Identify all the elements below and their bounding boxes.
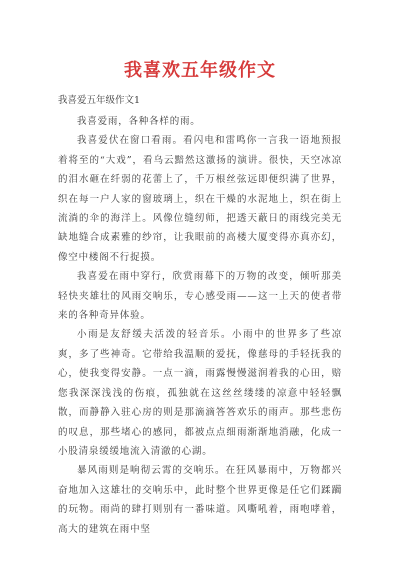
document-subtitle: 我喜爱五年级作文1 [58, 95, 141, 106]
document-title: 我喜欢五年级作文 [124, 60, 276, 81]
paragraph: 暴风雨则是响彻云霄的交响乐。在狂风暴雨中，万物都兴奋地加入这雄壮的交响乐中，此时整个世界更像是任它们蹂躏的玩物。雨尚的肆打则别有一番味道。风嘶吼着，雨咆哮着，高大的建筑在雨中坚 [58, 465, 342, 535]
paragraph: 我喜爱伏在窗口看雨。看闪电和雷鸣你一言我一语地预报着将至的“大戏”，看乌云黯然这激扬的演讲。很快，天空冰凉的泪水砸在纤弱的花蕾上了，千万根丝弦远即便织满了世界，织在每一户人家的窗玻璃上，织在干燥的水泥地上，织在街上流淌的伞的海洋上。风像位缝纫师，把透天蔽日的雨线完美无缺地缝合成素雅的纱帘，让我眼前的高楼大厦变得亦真亦幻，像空中楼阁不行捉摸。 [58, 135, 342, 263]
paragraph: 我喜爱雨，各种各样的雨。 [77, 116, 201, 127]
document-body [58, 112, 342, 539]
paragraph: 我喜爱在雨中穿行，欣赏雨幕下的万物的改变，倾听那美轻快夹雄壮的风雨交响乐，专心感受雨——这一上天的使者带来的各种奇异体验。 [58, 271, 342, 322]
paragraph: 小雨是友舒缓夫活泼的轻音乐。小雨中的世界多了些凉爽，多了些神奇。它带给我温顺的爱抚，像慈母的手轻抚我的心，使我变得安静。一点一滴，雨露慢慢滋润着我的心田，赔您我深深浅浅的伤痕，孤独就在这丝丝缕缕的凉意中轻轻飘散，而静静入驻心房的则是那滴滴答答欢乐的雨声。那些悲伤的叹息，那些堵心的感同，都被点点细雨渐渐地消融，化成一小股清泉缓缓地流入清澈的心湖。 [58, 329, 342, 457]
